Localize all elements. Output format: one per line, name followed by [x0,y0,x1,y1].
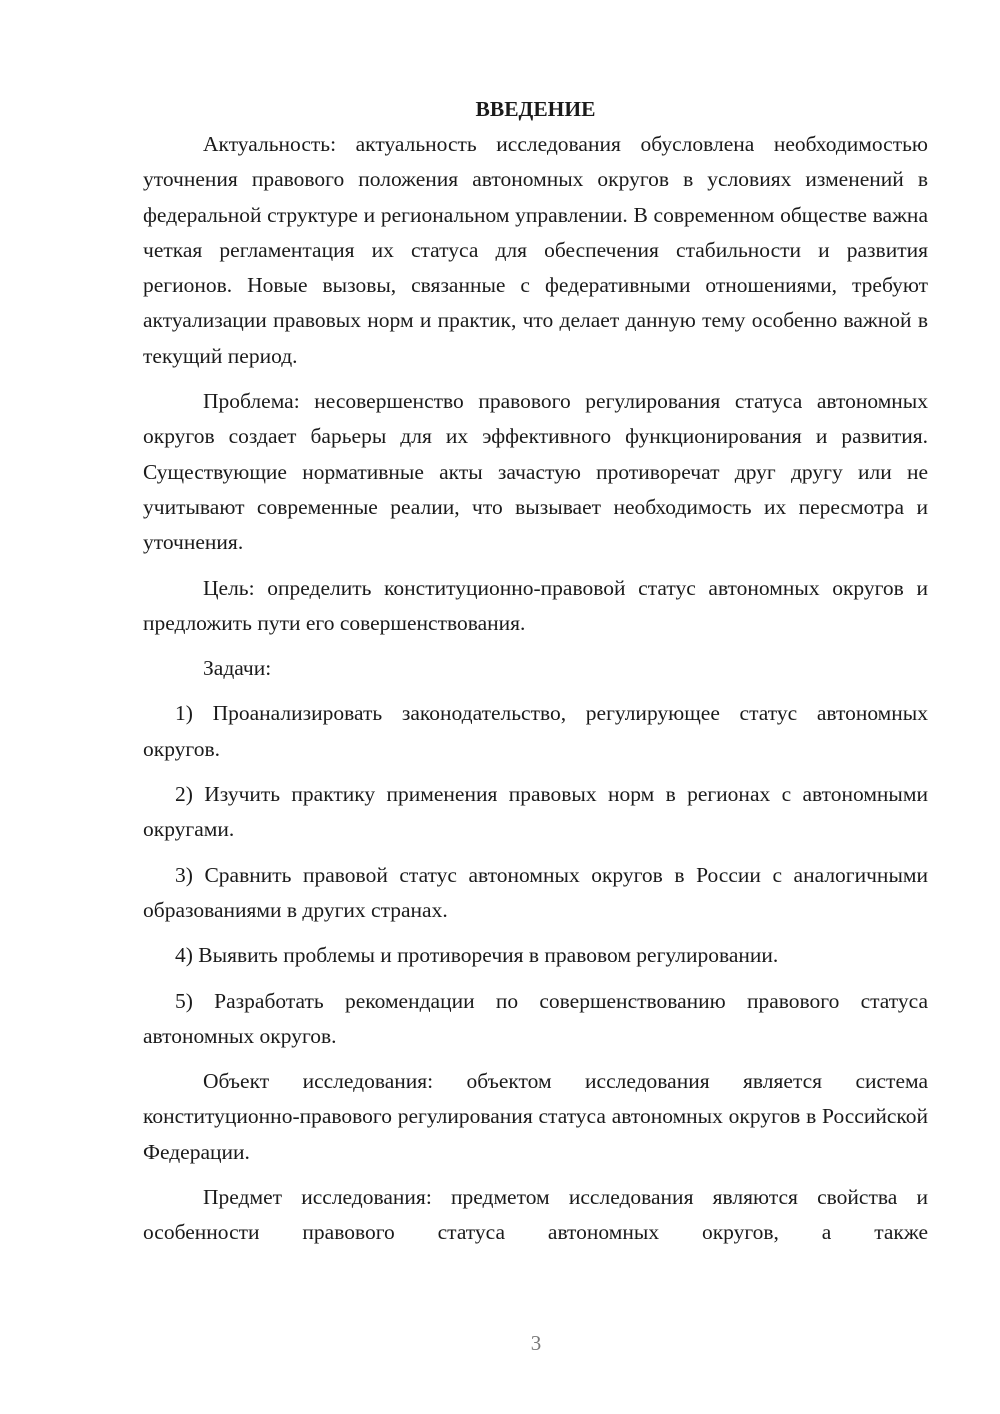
paragraph-object: Объект исследования: объектом исследования является система конституционно-правового регулирования статуса автономных округов в Российской Федерации. [143,1069,928,1164]
task-item-4: 4) Выявить проблемы и противоречия в правовом регулировании. [175,943,779,968]
page-content [143,92,928,1261]
task-item-5: 5) Разработать рекомендации по совершенствованию правового статуса автономных округов. [143,988,928,1048]
paragraph-goal: Цель: определить конституционно-правовой статус автономных округов и предложить пути его совершенствования. [143,575,928,635]
task-item-3: 3) Сравнить правовой статус автономных округов в России с аналогичными образованиями в других странах. [143,862,928,922]
paragraph-problem: Проблема: несовершенство правового регулирования статуса автономных округов создает барьеры для их эффективного функционирования и развития. Существующие нормативные акты зачастую противоречат друг другу или не учитывают современные реалии, что вызывает необходимость их пересмотра и уточнения. [143,389,928,555]
paragraph-tasks-label: Задачи: [203,656,272,681]
task-item-2: 2) Изучить практику применения правовых норм в регионах с автономными округами. [143,782,928,842]
paragraph-subject: Предмет исследования: предметом исследования являются свойства и особенности правового статуса автономных округов, а также [143,1185,928,1245]
section-heading: ВВЕДЕНИЕ [475,97,596,121]
paragraph-relevance: Актуальность: актуальность исследования обусловлена необходимостью уточнения правового положения автономных округов в условиях изменений в федеральной структуре и региональном управлении. В современном обществе важна четкая регламентация их статуса для обеспечения стабильности и развития регионов. Новые вызовы, связанные с федеративными отношениями, требуют актуализации правовых норм и практик, что делает данную тему особенно важной в текущий период. [143,132,928,368]
page-number-text: 3 [530,1331,542,1355]
page-number [0,1331,1000,1356]
task-item-1: 1) Проанализировать законодательство, регулирующее статус автономных округов. [143,701,928,761]
